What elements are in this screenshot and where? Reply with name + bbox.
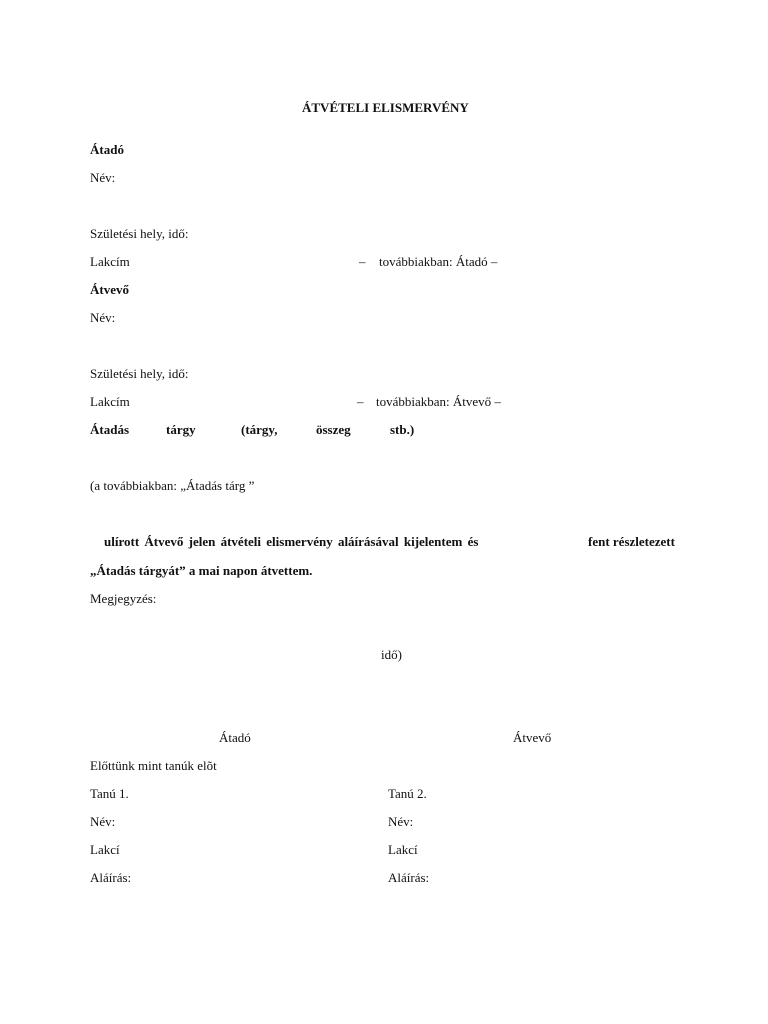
witness2-alairas-label: Aláírás: [388, 870, 430, 885]
atado-tovabbiakban: továbbiakban: Átadó – [379, 254, 498, 269]
witness1-alairas-label: Aláírás: [90, 870, 132, 885]
atado-lakcim-label: Lakcím [90, 254, 130, 269]
atvevo-nev-label: Név: [90, 310, 116, 325]
witness2-title: Tanú 2. [388, 786, 427, 801]
atadas-word-4: összeg [316, 422, 351, 437]
statement-line2: „Átadás tárgyát” a mai napon átvettem. [90, 563, 313, 578]
atvevo-heading: Átvevő [90, 282, 129, 297]
atvevo-szuletesi-label: Születési hely, idő: [90, 366, 189, 381]
witness1-lakci-label: Lakcí [90, 842, 120, 857]
witness1-title: Tanú 1. [90, 786, 129, 801]
statement-line1-left: ulírott Átvevő jelen átvételi elismervény aláírásával kijelentem és [104, 534, 479, 549]
statement-line1-right: fent részletezett [588, 534, 675, 549]
atadas-word-3: (tárgy, [241, 422, 278, 437]
atadas-word-5: stb.) [390, 422, 415, 437]
megjegyzes-label: Megjegyzés: [90, 591, 157, 606]
a-tovabbiakban-note: (a továbbiakban: „Átadás tárg ” [90, 478, 255, 493]
signature-atado-label: Átadó [219, 730, 251, 745]
atvevo-tovabbiakban: továbbiakban: Átvevő – [376, 394, 501, 409]
atado-dash: – [359, 254, 366, 269]
atvevo-dash: – [357, 394, 364, 409]
atado-nev-label: Név: [90, 170, 116, 185]
ido-label: idő) [381, 647, 402, 662]
signature-atvevo-label: Átvevő [513, 730, 552, 745]
witness2-lakci-label: Lakcí [388, 842, 418, 857]
atadas-word-2: tárgy [166, 422, 196, 437]
atado-heading: Átadó [90, 142, 124, 157]
witness2-nev-label: Név: [388, 814, 414, 829]
witnesses-intro: Előttünk mint tanúk elõt [90, 758, 217, 773]
document-title: ÁTVÉTELI ELISMERVÉNY [302, 100, 469, 115]
witness1-nev-label: Név: [90, 814, 116, 829]
atvevo-lakcim-label: Lakcím [90, 394, 130, 409]
atadas-word-1: Átadás [90, 422, 130, 437]
atado-szuletesi-label: Születési hely, idő: [90, 226, 189, 241]
